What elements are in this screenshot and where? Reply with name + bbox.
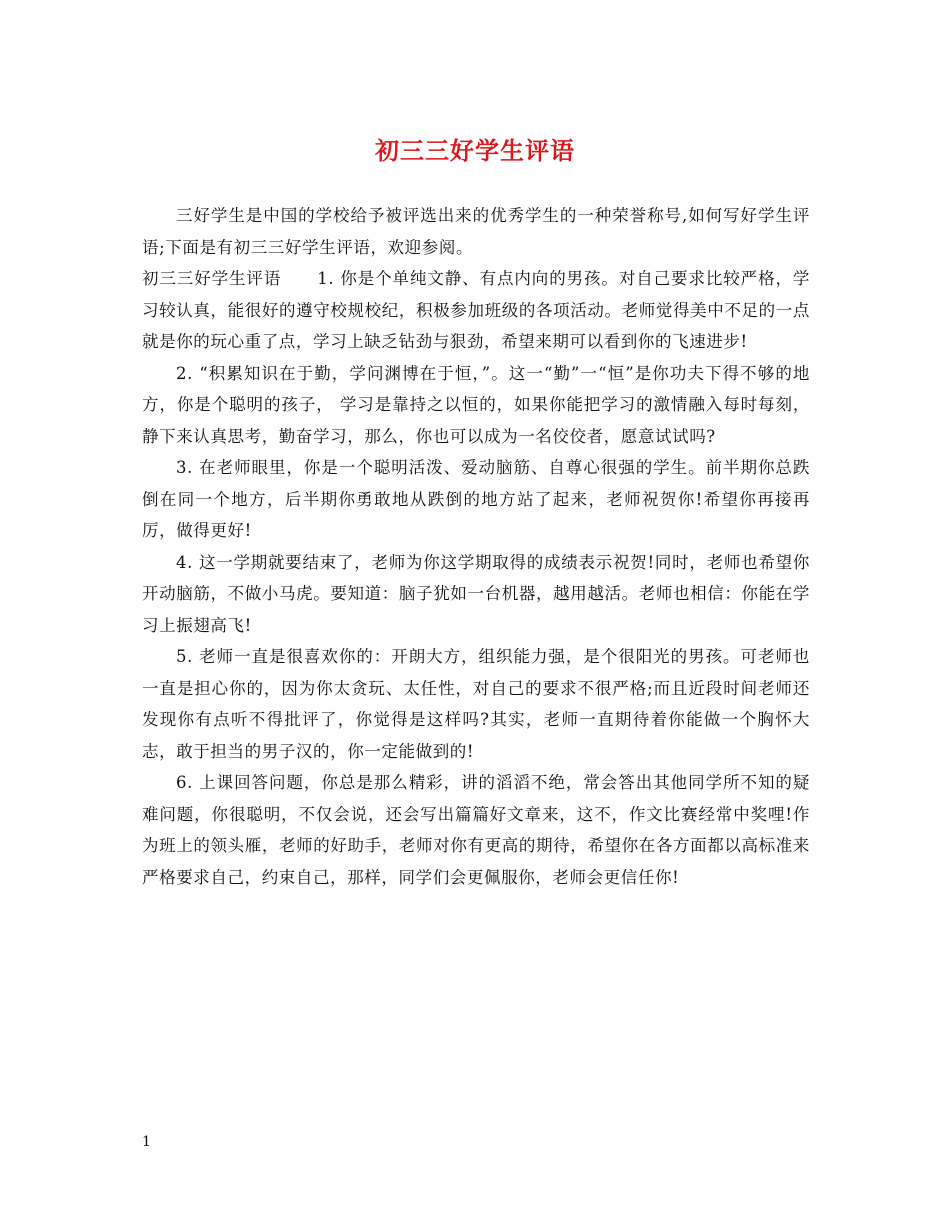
paragraph-1: [142, 263, 810, 358]
page-number: 1: [142, 1134, 151, 1150]
paragraph-5: 5. 老师一直是很喜欢你的：开朗大方，组织能力强，是个很阳光的男孩。可老师也一直是担心你的，因为你太贪玩、太任性，对自己的要求不很严格;而且近段时间老师还发现你有点听不得批评了，你觉得是这样吗?其实，老师一直期待着你能做一个胸怀大志，敢于担当的男子汉的，你一定能做到的!: [142, 647, 810, 761]
intro-paragraph: 三好学生是中国的学校给予被评选出来的优秀学生的一种荣誉称号,如何写好学生评语;下面是有初三三好学生评语，欢迎参阅。: [142, 206, 810, 257]
section-heading: 初三三好学生评语: [142, 269, 282, 288]
paragraph-3: 3. 在老师眼里，你是一个聪明活泼、爱动脑筋、自尊心很强的学生。前半期你总跌倒在同一个地方，后半期你勇敢地从跌倒的地方站了起来，老师祝贺你!希望你再接再厉，做得更好!: [142, 458, 810, 540]
paragraph-6: 6. 上课回答问题，你总是那么精彩，讲的滔滔不绝，常会答出其他同学所不知的疑难问题，你很聪明，不仅会说，还会写出篇篇好文章来，这不，作文比赛经常中奖哩!作为班上的领头雁，老师的好助手，老师对你有更高的期待，希望你在各方面都以高标准来严格要求自己，约束自己，那样，同学们会更佩服你，老师会更信任你!: [142, 773, 810, 887]
paragraph-2: 2. “积累知识在于勤，学问渊博在于恒，”。这一“勤”一“恒”是你功夫下得不够的地方，你是个聪明的孩子， 学习是靠持之以恒的，如果你能把学习的激情融入每时每刻，静下来认真思考，勤奋学习，那么，你也可以成为一名佼佼者，愿意试试吗?: [142, 363, 810, 446]
document-title: 初三三好学生评语: [375, 137, 575, 165]
paragraph-4: 4. 这一学期就要结束了，老师为你这学期取得的成绩表示祝贺!同时，老师也希望你开动脑筋，不做小马虎。要知道：脑子犹如一台机器，越用越活。老师也相信：你能在学习上振翅高飞!: [142, 552, 810, 635]
paragraph-1-text: 1. 你是个单纯文静、有点内向的男孩。对自己要求比较严格，学习较认真，能很好的遵守校规校纪，积极参加班级的各项活动。老师觉得美中不足的一点就是你的玩心重了点，学习上缺乏钻劲与狠劲，希望来期可以看到你的飞速进步!: [142, 269, 810, 351]
document-body: [142, 200, 810, 893]
